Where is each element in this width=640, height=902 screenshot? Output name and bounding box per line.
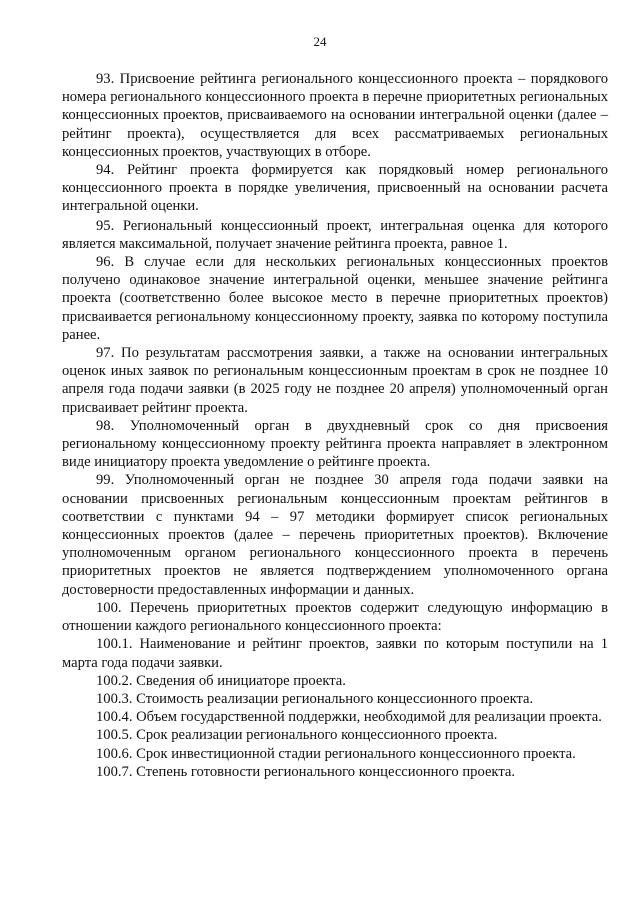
paragraph-97: 97. По результатам рассмотрения заявки, а также на основании интегральных оценок иных заявок по региональным концессионным проектам в срок не позднее 10 апреля года подачи заявки (в 2025 году не позднее 20 апреля) уполномоченный орган присваивает рейтинг проекта. xyxy=(62,345,608,416)
paragraph-98: 98. Уполномоченный орган в двухдневный срок со дня присвоения региональному концессионному проекту рейтинга проекта направляет в электронном виде инициатору проекта уведомление о рейтинге проекта. xyxy=(62,417,608,471)
paragraph-100-1: 100.1. Наименование и рейтинг проектов, заявки по которым поступили на 1 марта года подачи заявки. xyxy=(62,636,608,671)
paragraph-100: 100. Перечень приоритетных проектов содержит следующую информацию в отношении каждого регионального концессионного проекта: xyxy=(62,599,608,635)
paragraph-95: 95. Региональный концессионный проект, интегральная оценка для которого является максимальной, получает значение рейтинга проекта, равное 1. xyxy=(62,217,608,252)
page-number: 24 xyxy=(313,34,327,49)
paragraph-96: 96. В случае если для нескольких региональных концессионных проектов получено одинаковое значение интегральной оценки, меньшее значение рейтинга проекта (соответственно более высокое место в перечне приоритетных проектов) присваивается региональному концессионному проекту, заявка по которому поступила ранее. xyxy=(62,254,608,343)
paragraph-100-5: 100.5. Срок реализации регионального концессионного проекта. xyxy=(96,727,498,744)
paragraph-94: 94. Рейтинг проекта формируется как порядковый номер регионального концессионного проекта в порядке увеличения, присвоенный на основании расчета интегральной оценки. xyxy=(62,162,608,215)
paragraph-100-2: 100.2. Сведения об инициаторе проекта. xyxy=(96,672,346,689)
paragraph-93: 93. Присвоение рейтинга регионального концессионного проекта – порядкового номера регионального концессионного проекта в перечне приоритетных региональных концессионных проектов, присваиваемого на основании интегральной оценки (далее – рейтинг проекта), осуществляется для всех рассматриваемых региональных концессионных проектов, участвующих в отборе. xyxy=(62,71,608,160)
paragraph-100-6: 100.6. Срок инвестиционной стадии регионального концессионного проекта. xyxy=(96,745,576,762)
paragraph-99: 99. Уполномоченный орган не позднее 30 апреля года подачи заявки на основании присвоенных региональным концессионным проектам рейтингов в соответствии с пунктами 94 – 97 методики формирует список региональных концессионных проектов (далее – перечень приоритетных проектов). Включение уполномоченным органом регионального концессионного проекта в перечень приоритетных проектов не является подтверждением уполномоченного органа достоверности предоставленных информации и данных. xyxy=(62,472,608,598)
document-body xyxy=(62,70,608,781)
paragraph-100-7: 100.7. Степень готовности регионального концессионного проекта. xyxy=(96,763,515,780)
paragraph-100-3: 100.3. Стоимость реализации регионального концессионного проекта. xyxy=(96,690,534,707)
paragraph-100-4: 100.4. Объем государственной поддержки, необходимой для реализации проекта. xyxy=(96,709,602,726)
